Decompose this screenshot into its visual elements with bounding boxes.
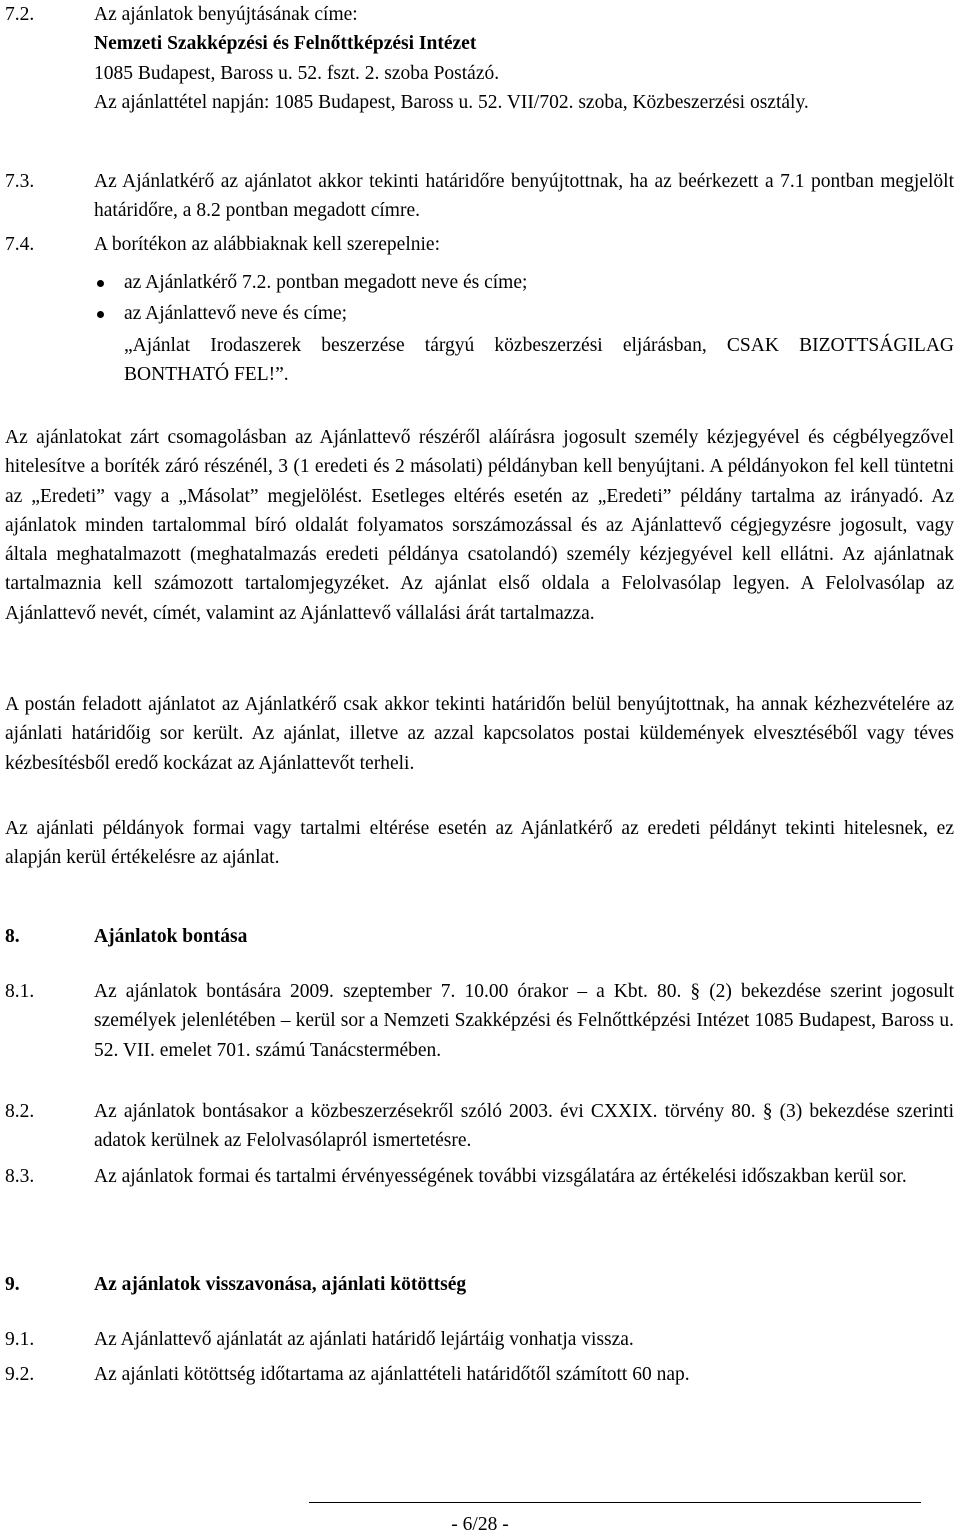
section-number: 7.4. (5, 234, 35, 255)
footer-divider (309, 1502, 921, 1503)
postal-address: 1085 Budapest, Baross u. 52. fszt. 2. szoba Postázó. (94, 62, 500, 84)
section-number: 8.1. (5, 981, 35, 1002)
section-8-3 (5, 1162, 954, 1191)
section-text: Az Ajánlatkérő az ajánlatot akkor tekinti határidőre benyújtottnak, ha az beérkezett a 7.1 pontban megjelölt határidőre, a 8.2 pontban megadott címre. (94, 171, 954, 222)
paragraph-discrepancy: Az ajánlati példányok formai vagy tartalmi eltérése esetén az Ajánlatkérő az eredeti példányt tekinti hitelesnek, ez alapján kerül értékelésre az ajánlat. (5, 818, 954, 869)
list-item: az Ajánlatkérő 7.2. pontban megadott neve és címe; (5, 268, 954, 297)
section-9-2 (5, 1360, 954, 1389)
section-7-2 (5, 0, 954, 117)
section-9-heading (5, 1270, 954, 1299)
section-text: Az ajánlatok formai és tartalmi érvényességének további vizsgálatára az értékelési időszakban kerül sor. (94, 1166, 907, 1187)
section-8-1 (5, 977, 954, 1065)
section-7-3 (5, 167, 954, 226)
section-7-4 (5, 230, 954, 259)
section-8-heading (5, 922, 954, 951)
section-text: Az ajánlatok bontására 2009. szeptember 7. 10.00 órakor – a Kbt. 80. § (2) bekezdése szerint jogosult személyek jelenlétében – kerül sor a Nemzeti Szakképzési és Felnőttképzési Intézet 1085 Budapest, Baross u. 52. VII. emelet 701. számú Tanácstermében. (94, 981, 954, 1061)
section-number: 9. (5, 1274, 20, 1295)
section-number: 9.2. (5, 1364, 35, 1385)
section-text: A borítékon az alábbiaknak kell szerepelnie: (94, 234, 440, 255)
organization-name: Nemzeti Szakképzési és Felnőttképzési Intézet (94, 33, 477, 55)
section-number: 8.2. (5, 1101, 35, 1122)
list-item: az Ajánlattevő neve és címe; (5, 299, 954, 328)
section-title: Az ajánlatok benyújtásának címe: (94, 4, 358, 25)
section-number: 7.3. (5, 171, 35, 192)
paragraph-postal-submission: A postán feladott ajánlatot az Ajánlatkérő csak akkor tekinti határidőn belül benyújtottnak, ha annak kézhezvételére az ajánlati határidőig sor került. Az ajánlat, illetve az azzal kapcsolatos postai küldemények elvesztéséből vagy téves kézbesítésből eredő kockázat az Ajánlattevőt terheli. (5, 694, 954, 774)
section-number: 8.3. (5, 1166, 35, 1187)
bullet-icon (97, 311, 104, 318)
section-title: Az ajánlatok visszavonása, ajánlati kötöttség (94, 1274, 467, 1295)
envelope-label-quote: „Ajánlat Irodaszerek beszerzése tárgyú közbeszerzési eljárásban, CSAK BIZOTTSÁGILAG BONTHATÓ FEL!”. (124, 334, 954, 385)
section-text: Az ajánlatok bontásakor a közbeszerzésekről szóló 2003. évi CXXIX. törvény 80. § (3) bekezdése szerinti adatok kerülnek az Felolvasólapról ismertetésre. (94, 1101, 954, 1152)
submission-day-address: Az ajánlattétel napján: 1085 Budapest, Baross u. 52. VII/702. szoba, Közbeszerzési osztály. (94, 91, 809, 113)
page-number: - 6/28 - (451, 1514, 509, 1535)
section-text: Az Ajánlattevő ajánlatát az ajánlati határidő lejártáig vonhatja vissza. (94, 1329, 634, 1350)
section-9-1 (5, 1325, 954, 1354)
envelope-requirements-list (5, 268, 954, 389)
section-title: Ajánlatok bontása (94, 926, 248, 947)
section-number: 8. (5, 926, 20, 947)
section-number: 9.1. (5, 1329, 35, 1350)
paragraph-packaging: Az ajánlatokat zárt csomagolásban az Ajánlattevő részéről aláírásra jogosult személy kézjegyével és cégbélyegzővel hitelesítve a boríték záró részénél, 3 (1 eredeti és 2 másolati) példányban kell benyújtani. A példányokon fel kell tüntetni az „Eredeti” vagy a „Másolat” megjelölést. Esetleges eltérés esetén az „Eredeti” példány tartalma az irányadó. Az ajánlatok minden tartalommal bíró oldalát folyamatos sorszámozással és az Ajánlattevő cégjegyzésre jogosult, vagy általa meghatalmazott (meghatalmazás eredeti példánya csatolandó) személy kézjegyével kell ellátni. Az ajánlatnak tartalmaznia kell számozott tartalomjegyzéket. Az ajánlat első oldala a Felolvasólap legyen. A Felolvasólap az Ajánlattevő nevét, címét, valamint az Ajánlattevő vállalási árát tartalmazza. (5, 427, 954, 624)
section-text: Az ajánlati kötöttség időtartama az ajánlattételi határidőtől számított 60 nap. (94, 1364, 690, 1385)
bullet-icon (97, 280, 104, 287)
section-8-2 (5, 1097, 954, 1156)
section-number: 7.2. (5, 4, 35, 25)
